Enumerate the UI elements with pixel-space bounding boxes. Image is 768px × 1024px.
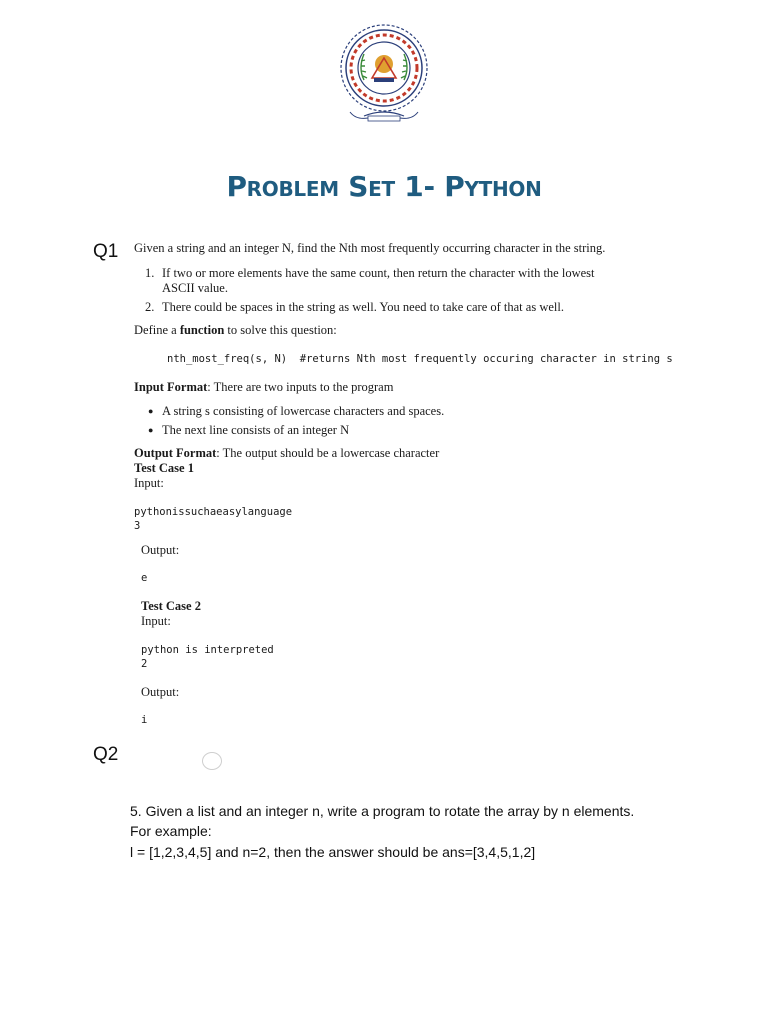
input-format-label: Input Format [134, 380, 208, 394]
define-prefix: Define a [134, 323, 180, 337]
list-item [148, 421, 444, 440]
test-case-1-input-string: pythonissuchaeasylanguage [134, 506, 293, 518]
input-bullets [148, 402, 444, 440]
test-case-2-input-label: Input: [141, 614, 171, 628]
institute-logo [334, 20, 434, 128]
test-case-2-label: Test Case 2 [141, 599, 201, 613]
test-case-1-output-label: Output: [141, 543, 180, 557]
output-format-label: Output Format [134, 446, 217, 460]
test-case-1-input-label: Input: [134, 476, 164, 490]
define-function-line [134, 323, 337, 338]
q2-line-1: 5. Given a list and an integer n, write a program to rotate the array by n elements. [130, 803, 635, 819]
test-case-2-output-value: i [141, 714, 148, 726]
test-case-2-output-label: Output: [141, 685, 180, 699]
test-case-1-input-n: 3 [134, 520, 141, 532]
rule-text: If two or more elements have the same count, then return the character with the lowest [162, 266, 595, 280]
loading-spinner-icon [202, 752, 222, 770]
question-label-q1: Q1 [93, 241, 119, 262]
input-format-line [134, 380, 393, 395]
bullet-icon: ● [148, 425, 154, 435]
q1-rule-1 [145, 266, 685, 296]
function-signature: nth_most_freq(s, N) #returns Nth most frequently occuring character in string s [167, 353, 673, 365]
q1-prompt: Given a string and an integer N, find the Nth most frequently occurring character in the string. [134, 241, 606, 255]
output-format-line [134, 446, 439, 461]
bullet-icon: ● [148, 406, 154, 416]
test-case-2-input-n: 2 [141, 658, 148, 670]
define-suffix: to solve this question: [224, 323, 337, 337]
q2-line-2: For example: [130, 823, 212, 839]
list-item [148, 402, 444, 421]
page-title: Problem Set 1- Python [226, 170, 542, 203]
q1-rule-2 [145, 300, 685, 315]
define-bold: function [179, 323, 225, 337]
test-case-1-output-value: e [141, 572, 148, 584]
input-format-text: : There are two inputs to the program [207, 380, 394, 394]
bullet-text: A string s consisting of lowercase characters and spaces. [162, 404, 445, 418]
test-case-2-input-string: python is interpreted [141, 644, 274, 656]
bullet-text: The next line consists of an integer N [162, 423, 350, 437]
output-format-text: : The output should be a lowercase character [216, 446, 440, 460]
rule-number: 2. [145, 300, 155, 314]
rule-text: There could be spaces in the string as well. You need to take care of that as well. [162, 300, 564, 314]
question-label-q2: Q2 [93, 744, 119, 765]
test-case-1-label: Test Case 1 [134, 461, 194, 475]
q2-line-3: l = [1,2,3,4,5] and n=2, then the answer should be ans=[3,4,5,1,2] [130, 844, 536, 860]
rule-number: 1. [145, 266, 155, 280]
rule-text-continued: ASCII value. [162, 281, 228, 295]
institute-seal-icon [334, 20, 434, 128]
